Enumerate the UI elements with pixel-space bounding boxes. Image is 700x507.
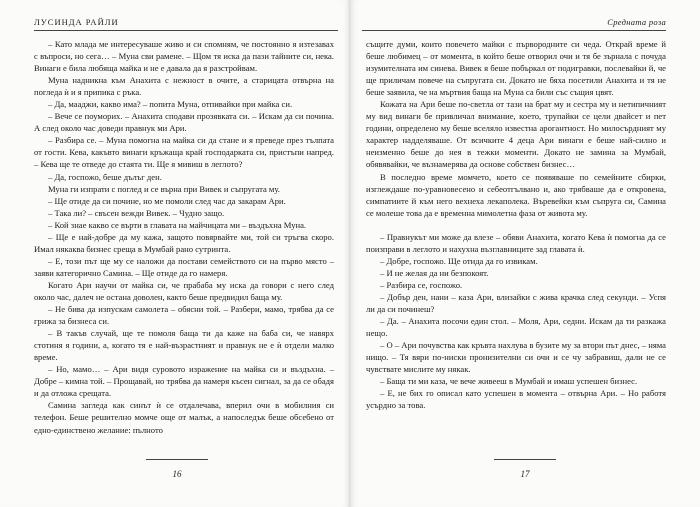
paragraph: – Да, мааджи, какво има? – попита Муна, отпивайки при майка си. [48,99,293,110]
paragraph: Когато Ари научи от майка си, че прабаба му иска да говори с него след около час, далеч не остана доволен, както беше предвидил баща му. [34,279,334,302]
paragraph: – Е, този път ще му се наложи да постави семейството си на първо място – заяви категорично Самина. – Ще отиде да го намеря. [34,255,334,278]
paragraph: – Но, мамо… – Ари видя суровото изражение на майка си и въздъхна. – Добре – кимна той. – Прощавай, но трябва да намеря късен сигнал, за да се обадя и да отложа срещата. [34,364,334,399]
paragraph: – Разбира се, госпожо. [380,279,463,290]
page-number-right: 17 [520,469,530,479]
paragraph: – Така ли? – свъсен вежди Вивек. – Чудно защо. [48,207,225,218]
paragraph: В последно време момчето, което се появяваше по семейните сбирки, изглеждаше по-уравновесено и себеотгълвано и, ако трябваше да е откровена, симпатиите й към него вехнеха лекаполека. Въревейки към съпруга си, Самина се молеше това да е временна мимолетна фаза от живота му. [366,171,666,218]
paragraph: – Ще отиде да си почине, но ме помоли след час да закарам Ари. [48,195,286,206]
paragraph: Кожата на Ари беше по-светла от тази на брат му и сестра му и нетипичният му вид винаги бе привличал внимание, което, трупайки се цели двайсет и пет години, определено му беше вселяло известна арогантност. Но милосърдният му характер надделяваше. От всичките 4 деца Ари винаги е беше най-силно и неизменно беше до нея в тежки моменти. Докато не замина за Мумбай, обявявайки, че възнамерява да основе собствен бизнес… [366,99,666,170]
right-body-text [366,38,666,411]
paragraph: Самина загледа как синът ѝ се отдалечава, вперил очи в мобилния си телефон. Беше решително момче още от малък, а напоследък беше обсебено от едно-единствено желание: пълното [34,400,334,435]
paragraph: – Баща ти ми каза, че вече живееш в Мумбай и имаш успешен бизнес. [380,376,638,387]
paragraph: – Добър ден, нани – каза Ари, влизайки с жива крачка след секунди. – Успя ли да си починеш? [366,291,666,314]
paragraph: Муна надникна към Анахита с нежност в очите, а старицата отвърна на погледа ѝ и я припика с ръка. [34,75,334,98]
right-page [350,0,700,507]
paragraph: – Разбира се. – Муна помогна на майка си да стане и я преведе през тълпата от гости. Кева, какъвто винаги кръжаща край господарката си, пристъпи напред. – Кева ще те отведе до стаята ти. Ще я мивиш в леглото? [34,135,334,170]
footer-rule [146,459,208,460]
paragraph: – Добре, госпожо. Ще отида да го извикам. [380,255,538,266]
running-head-title: Средната роза [607,17,666,27]
paragraph: – Ще е най-добре да му кажа, защото повярвайте ми, той си тръгва скоро. Имал някаква бизнес среща в Мумбай рано сутринта. [34,231,334,254]
paragraph: – Не бива да изпускам самолета – обясни той. – Разбери, мамо, трябва да се грижа за бизнеса си. [34,304,334,327]
paragraph: – В такъв случай, ще те помоля баща ти да каже на баба си, че навярх стотиня я години, а, когато тя е най-възрастният и правнук не е ѝ отдели малко време. [34,328,334,363]
book-gutter [349,0,351,507]
paragraph: същите думи, които повечето майки с първородните си чеда. Открай време й беше любимец – от момента, в който беше отворил очи и тя бе зърнала с почуда изумителната им синева. Вивек я беше побъркал от подигравки, послевайки й, че ще приличам повече на съпругата си. Докато не бяха посетили Анахита и тя не беше заявила, че на мъртвия баща на Муна са били със същия цвят. [366,39,666,98]
paragraph: – Да. – Анахита посочи един стол. – Моля, Ари, седни. Искам да ти разкажа нещо. [366,316,666,339]
footer-rule [494,459,556,460]
paragraph: – Да, госпожо, беше дълъг ден. [48,171,162,182]
paragraph: Муна ги изпрати с поглед и се върна при Вивек и съпругата му. [48,183,280,194]
paragraph: – Правнукът ми може да влезе – обяви Анахита, когато Кева ѝ помогна да се поизправи в леглото и нахухна възглавниците зад главата ѝ. [366,231,666,254]
paragraph: – Като млада ме интересуваше живо и си спомням, че постоянно я изтезавах с въпроси, но сега… – Муна сви рамене. – Щом тя иска да пази тайните си, нека. Винаги е била любяща майка и не е давала да я разстройвам. [34,39,334,74]
paragraph: – Е, не бих го описал като успешен в момента – отвърна Ари. – Но работя усърдно за това. [366,388,666,411]
header-rule [34,30,338,31]
running-head-author: ЛУСИНДА РАЙЛИ [34,17,119,27]
header-rule [362,30,666,31]
paragraph: – Кой знае какво се върти в главата на майчицата ми – въздъхна Муна. [48,219,307,230]
paragraph: – Вече се поуморих. – Анахита сподави прозявката си. – Искам да си почина. А след около час доведи правнук ми Ари. [34,111,334,134]
paragraph: – И не желая да ни безпокоят. [380,267,489,278]
left-body-text [34,38,334,436]
section-break [366,219,666,231]
page-number-left: 16 [172,469,182,479]
paragraph: – О – Ари почувства как кръвта нахлува в бузите му за втори път днес, – няма нищо. – Тя вяри по-ниски пронизителни си очи и се чу забравиш, дали не се чувствате мислите му някак. [366,340,666,375]
